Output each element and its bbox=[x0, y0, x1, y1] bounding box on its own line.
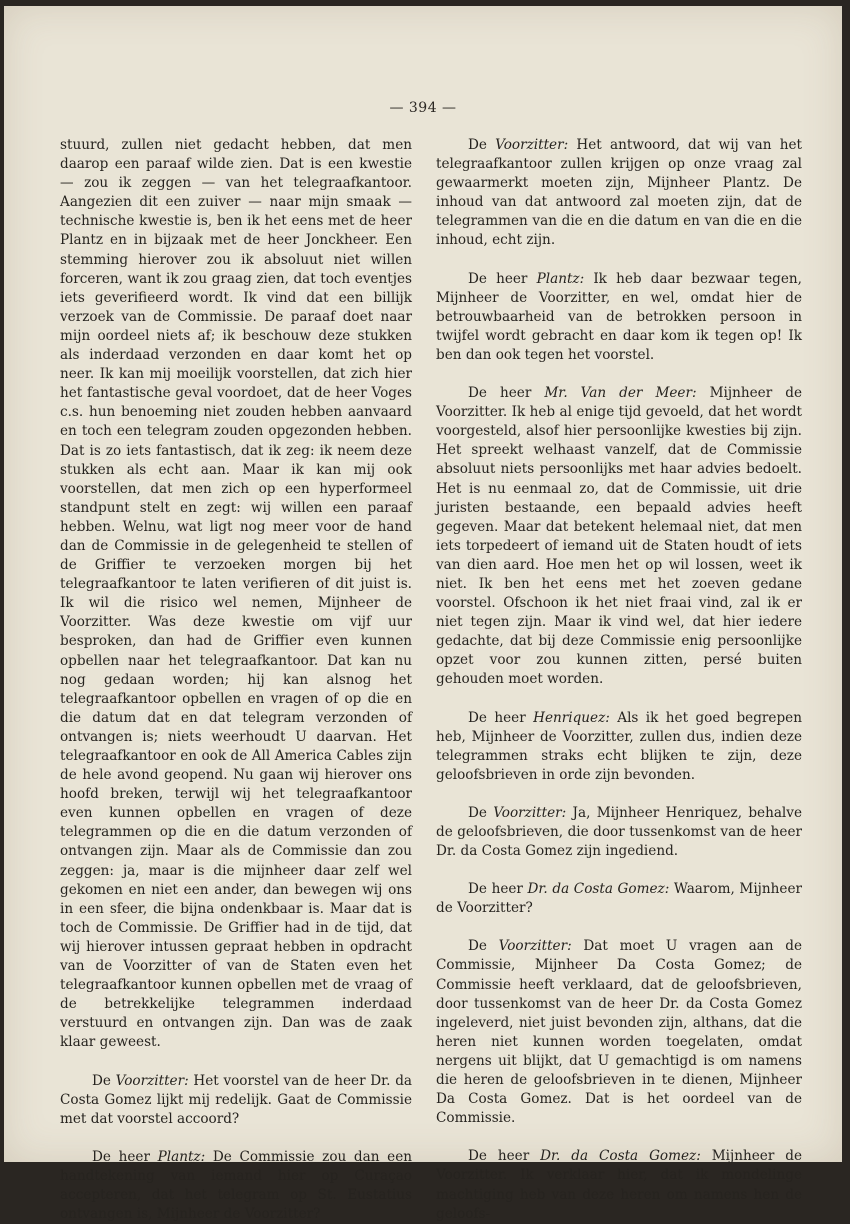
paragraph-text: Het antwoord, dat wij van het telegraafkantoor zullen krijgen op onze vraag zal gewaarmerkt moeten zijn, Mijnheer Plantz. De inhoud van dat antwoord zal moeten zijn, dat de telegrammen van die en die datum en van die en die inhoud, echt zijn. bbox=[436, 137, 802, 249]
paragraph bbox=[436, 804, 802, 861]
right-column bbox=[436, 136, 802, 1224]
paragraph bbox=[436, 1147, 802, 1223]
paragraph-text: Mijnheer de Voorzitter. Ik verklaar hier, dat ik mondelinge machtiging heb van deze heren om namens hen de geloofs- bbox=[436, 1148, 803, 1222]
paragraph-text: Waarom, Mijnheer de Voorzitter? bbox=[436, 881, 802, 917]
speaker-prefix: De heer bbox=[468, 1148, 541, 1165]
speaker-name: Voorzitter: bbox=[498, 938, 572, 955]
speaker-separator bbox=[584, 271, 593, 287]
paragraph bbox=[436, 136, 802, 251]
speaker-name: Dr. da Costa Gomez: bbox=[527, 881, 670, 898]
speaker-name: Plantz: bbox=[536, 270, 585, 287]
speaker-name: Mr. Van der Meer: bbox=[544, 385, 697, 402]
speaker-name: Voorzitter: bbox=[495, 137, 569, 153]
speaker-prefix: De bbox=[468, 938, 499, 955]
speaker-name: Dr. da Costa Gomez: bbox=[540, 1148, 701, 1165]
paragraph bbox=[436, 880, 802, 918]
paragraph-text: De Commissie zou dan een handtekening van iemand hier op Curaçao accepteren, dat het telegram op St. Eustatius ontvangen is, Mijnheer de Voorzitter? bbox=[60, 1148, 412, 1223]
paragraph-text: Ik heb daar bezwaar tegen, Mijnheer de Voorzitter, en wel, omdat hier de betrouwbaarheid van de betrokken persoon in twijfel wordt gebracht en daar kom ik tegen op! Ik ben dan ook tegen het voorstel. bbox=[436, 270, 802, 363]
speaker-prefix: De bbox=[92, 1072, 116, 1089]
paragraph bbox=[60, 1072, 412, 1129]
speaker-prefix: De heer bbox=[468, 270, 537, 287]
speaker-name: Voorzitter: bbox=[115, 1072, 189, 1089]
paragraph bbox=[436, 709, 802, 785]
speaker-separator bbox=[205, 1149, 213, 1165]
speaker-name: Voorzitter: bbox=[493, 804, 567, 821]
speaker-prefix: De heer bbox=[468, 385, 545, 402]
left-column bbox=[60, 136, 412, 1224]
speaker-prefix: De heer bbox=[92, 1148, 158, 1165]
paragraph bbox=[436, 384, 802, 690]
speaker-prefix: De heer bbox=[468, 881, 528, 898]
document-page bbox=[4, 6, 842, 1223]
speaker-prefix: De bbox=[468, 804, 494, 821]
speaker-separator bbox=[697, 385, 710, 401]
paragraph-text: stuurd, zullen niet gedacht hebben, dat men daarop een paraaf wilde zien. Dat is een kwestie — zou ik zeggen — van het telegraafkantoor. Aangezien dit een zuiver — naar mijn smaak — technische kwestie is, ben ik het eens met de heer Plantz en in bijzaak met de heer Jonckheer. Een stemming hierover zou ik absoluut niet willen forceren, want ik zou graag zien, dat toch eventjes iets geverifieerd wordt. Ik vind dat een billijk verzoek van de Commissie. De paraaf doet naar mijn oordeel niets af; ik beschouw deze stukken als inderdaad verzonden en daar komt het op neer. Ik kan mij moeilijk voorstellen, dat zich hier het fantastische geval voordoet, dat de heer Voges c.s. hun benoeming niet zouden hebben aanvaard en toch een telegram zouden opgezonden hebben. Dat is zo iets fantastisch, dat ik zeg: ik neem deze stukken als echt aan. Maar ik kan mij ook voorstellen, dat men zich op een hyperformeel standpunt stelt en zegt: wij willen een paraaf hebben. Welnu, wat ligt nog meer voor de hand dan de Commissie in de gelegenheid te stellen of de Griffier te verzoeken morgen bij het telegraafkantoor te laten verifieren of dit juist is. Ik wil die risico wel nemen, Mijnheer de Voorzitter. Was deze kwestie om vijf uur besproken, dan had de Griffier even kunnen opbellen naar het telegraafkantoor. Dat kan nu nog gedaan worden; hij kan alsnog het telegraafkantoor opbellen en vragen of op die en die datum dat en dat telegram verzonden of ontvangen is; niets weerhoudt U daarvan. Het telegraafkantoor en ook de All America Cables zijn de hele avond geopend. Nu gaan wij hierover ons hoofd breken, terwijl wij het telegraafkantoor even kunnen opbellen en vragen of deze telegrammen op die en die datum verzonden of ontvangen zijn. Maar als de Commissie dan zou zeggen: ja, maar is die mijnheer daar zelf wel gekomen en niet een ander, dan bewegen wij ons in een sfeer, die bijna ondenkbaar is. Maar dat is toch de Commissie. De Griffier had in de tijd, dat wij hierover intussen gepraat hebben in opdracht van de Voorzitter of van de Staten even het telegraafkantoor kunnen opbellen met de vraag of de betrekkelijke telegrammen inderdaad verstuurd en ontvangen zijn. Dan was de zaak klaar geweest. bbox=[60, 137, 412, 1051]
paragraph bbox=[436, 270, 802, 365]
speaker-separator bbox=[572, 938, 584, 954]
speaker-separator bbox=[701, 1148, 712, 1164]
speaker-prefix: De bbox=[468, 137, 496, 153]
paragraph bbox=[60, 136, 412, 1053]
paragraph bbox=[60, 1148, 412, 1224]
paragraph-text: Dat moet U vragen aan de Commissie, Mijnheer Da Costa Gomez; de Commissie heeft verklaard, dat de geloofsbrieven, door tussenkomst van de heer Dr. da Costa Gomez ingeleverd, niet juist bevonden zijn, althans, dat die heren niet kunnen worden toegelaten, omdat nergens uit blijkt, dat U gemachtigd is om namens die heren de geloofsbrieven in te dienen, Mijnheer Da Costa Gomez. Dat is het oordeel van de Commissie. bbox=[436, 938, 803, 1127]
paragraph bbox=[436, 937, 802, 1128]
page-number: — 394 — bbox=[389, 100, 457, 116]
paragraph-text: Als ik het goed begrepen heb, Mijnheer de Voorzitter, zullen dus, indien deze telegrammen straks echt blijken te zijn, deze geloofsbrieven in orde zijn bevonden. bbox=[436, 709, 802, 783]
speaker-name: Henriquez: bbox=[533, 709, 610, 726]
paragraph-text: Ja, Mijnheer Henriquez, behalve de geloofsbrieven, die door tussenkomst van de heer Dr. da Costa Gomez zijn ingediend. bbox=[436, 804, 802, 860]
paragraph-text: Het voorstel van de heer Dr. da Costa Gomez lijkt mij redelijk. Gaat de Commissie met dat voorstel accoord? bbox=[60, 1072, 413, 1127]
paragraph-text: Mijnheer de Voorzitter. Ik heb al enige tijd gevoeld, dat het wordt voorgesteld, alsof hier persoonlijke kwesties bij zijn. Het spreekt welhaast vanzelf, dat de Commissie absoluut niets persoonlijks met haar advies bedoelt. Het is nu eenmaal zo, dat de Commissie, uit drie juristen bestaande, een bepaald advies heeft gegeven. Maar dat betekent helemaal niet, dat men iets torpedeert of iemand uit de Staten houdt of iets van dien aard. Hoe men het op wil lossen, weet ik niet. Ik ben het eens met het zoeven gedane voorstel. Ofschoon ik het niet fraai vind, zal ik er niet tegen zijn. Maar ik vind wel, dat hier iedere gedachte, dat bij deze Commissie enig persoonlijke opzet voor zou kunnen zitten, persé buiten gehouden moet worden. bbox=[436, 385, 803, 688]
speaker-prefix: De heer bbox=[468, 709, 534, 726]
speaker-name: Plantz: bbox=[157, 1148, 206, 1165]
